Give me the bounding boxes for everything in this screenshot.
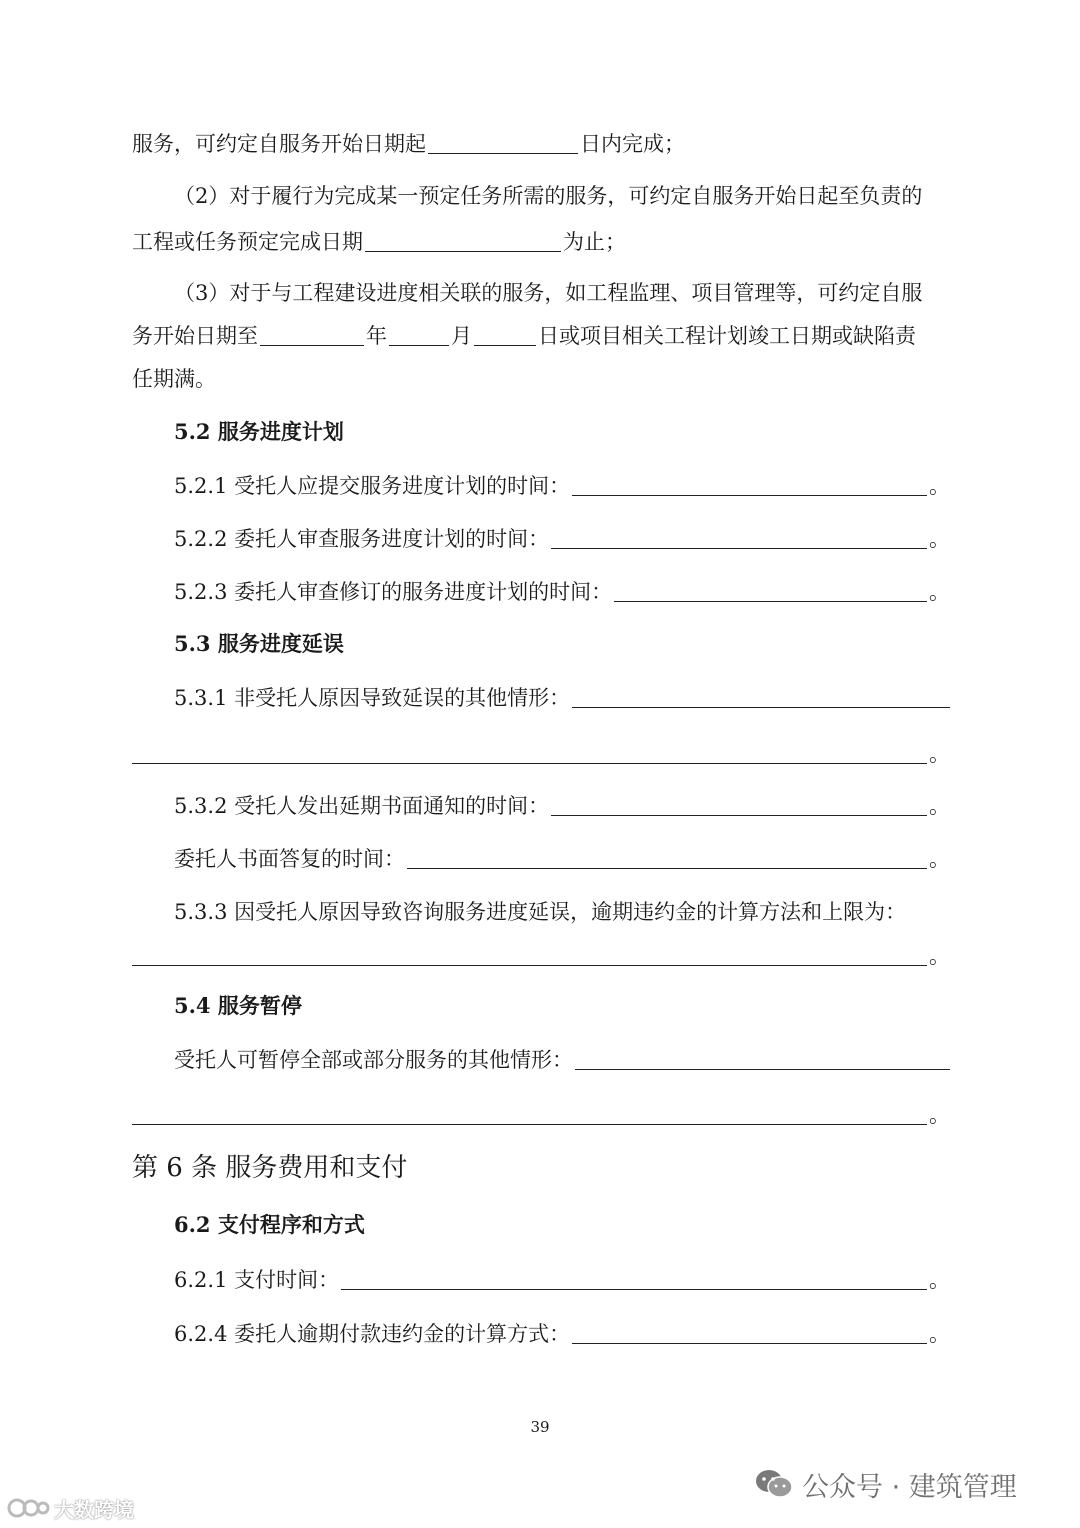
label: 委托人书面答复的时间：	[174, 847, 405, 871]
form-line	[174, 578, 950, 606]
period: 。	[929, 527, 950, 551]
page-number: 39	[530, 1418, 550, 1436]
fill-blank	[614, 581, 927, 602]
period: 。	[929, 1322, 950, 1346]
form-line	[174, 684, 950, 712]
fill-blank	[551, 795, 927, 816]
paragraph-line: 任期满。	[132, 367, 216, 391]
form-label-line: 5.3.3 因受托人原因导致咨询服务进度延误，逾期违约金的计算方法和上限为：	[174, 900, 907, 924]
form-line	[174, 1266, 950, 1294]
text: 年	[366, 324, 387, 348]
period: 。	[929, 847, 950, 871]
fill-blank	[551, 528, 927, 549]
period: 。	[929, 580, 950, 604]
watermark-text: 大数跨境	[54, 1497, 134, 1522]
section-heading: 5.3 服务进度延误	[174, 631, 344, 656]
text: 月	[451, 324, 472, 348]
fill-blank-month	[474, 325, 536, 346]
fill-blank	[572, 475, 927, 496]
text: 日内完成；	[580, 132, 685, 156]
watermark-text: 公众号 · 建筑管理	[802, 1471, 1017, 1503]
fill-blank	[428, 133, 578, 154]
form-line	[174, 472, 950, 500]
form-line	[132, 1101, 950, 1129]
fill-blank	[132, 945, 927, 966]
paragraph-line: （3）对于与工程建设进度相关联的服务，如工程监理、项目管理等，可约定自服	[174, 281, 923, 305]
form-line	[132, 942, 950, 970]
section-heading: 5.2 服务进度计划	[174, 419, 344, 444]
article-heading: 第 6 条 服务费用和支付	[132, 1153, 408, 1183]
label: 6.2.4 委托人逾期付款违约金的计算方式：	[174, 1322, 571, 1346]
text-line	[132, 228, 950, 256]
label: 5.2.3 委托人审查修订的服务进度计划的时间：	[174, 580, 613, 604]
form-line	[174, 1320, 950, 1348]
text: 务开始日期至	[132, 324, 258, 348]
brand-logo-icon	[6, 1496, 50, 1520]
fill-blank	[572, 1323, 927, 1344]
paragraph-line: （2）对于履行为完成某一预定任务所需的服务，可约定自服务开始日起至负责的	[174, 184, 923, 208]
label: 5.3.2 受托人发出延期书面通知的时间：	[174, 794, 550, 818]
fill-blank	[132, 1104, 927, 1125]
form-line	[174, 845, 950, 873]
label: 5.2.2 委托人审查服务进度计划的时间：	[174, 527, 550, 551]
fill-blank	[407, 848, 927, 869]
fill-blank-year	[389, 325, 449, 346]
text-line	[132, 130, 950, 158]
period: 。	[929, 794, 950, 818]
text: 工程或任务预定完成日期	[132, 230, 363, 254]
period: 。	[929, 1103, 950, 1127]
section-heading: 5.4 服务暂停	[174, 993, 302, 1018]
label: 6.2.1 支付时间：	[174, 1268, 340, 1292]
text: 为止；	[563, 230, 626, 254]
label: 5.3.1 非受托人原因导致延误的其他情形：	[174, 686, 571, 710]
fill-blank	[575, 1049, 950, 1070]
label: 5.2.1 受托人应提交服务进度计划的时间：	[174, 474, 571, 498]
fill-blank	[341, 1269, 927, 1290]
form-line	[174, 525, 950, 553]
form-line	[174, 792, 950, 820]
period: 。	[929, 1268, 950, 1292]
fill-blank	[132, 743, 927, 764]
text: 日或项目相关工程计划竣工日期或缺陷责	[538, 324, 916, 348]
watermark-brand	[6, 1494, 134, 1522]
text: 服务，可约定自服务开始日期起	[132, 132, 426, 156]
period: 。	[929, 474, 950, 498]
fill-blank	[365, 231, 561, 252]
fill-blank-day	[260, 325, 364, 346]
period: 。	[929, 742, 950, 766]
text-line	[132, 322, 950, 350]
form-line	[132, 740, 950, 768]
label: 受托人可暂停全部或部分服务的其他情形：	[174, 1048, 573, 1072]
period: 。	[929, 944, 950, 968]
section-heading: 6.2 支付程序和方式	[174, 1212, 365, 1237]
wechat-icon	[754, 1468, 794, 1500]
form-line	[174, 1046, 950, 1074]
watermark-wechat	[754, 1464, 1017, 1504]
fill-blank	[572, 687, 950, 708]
